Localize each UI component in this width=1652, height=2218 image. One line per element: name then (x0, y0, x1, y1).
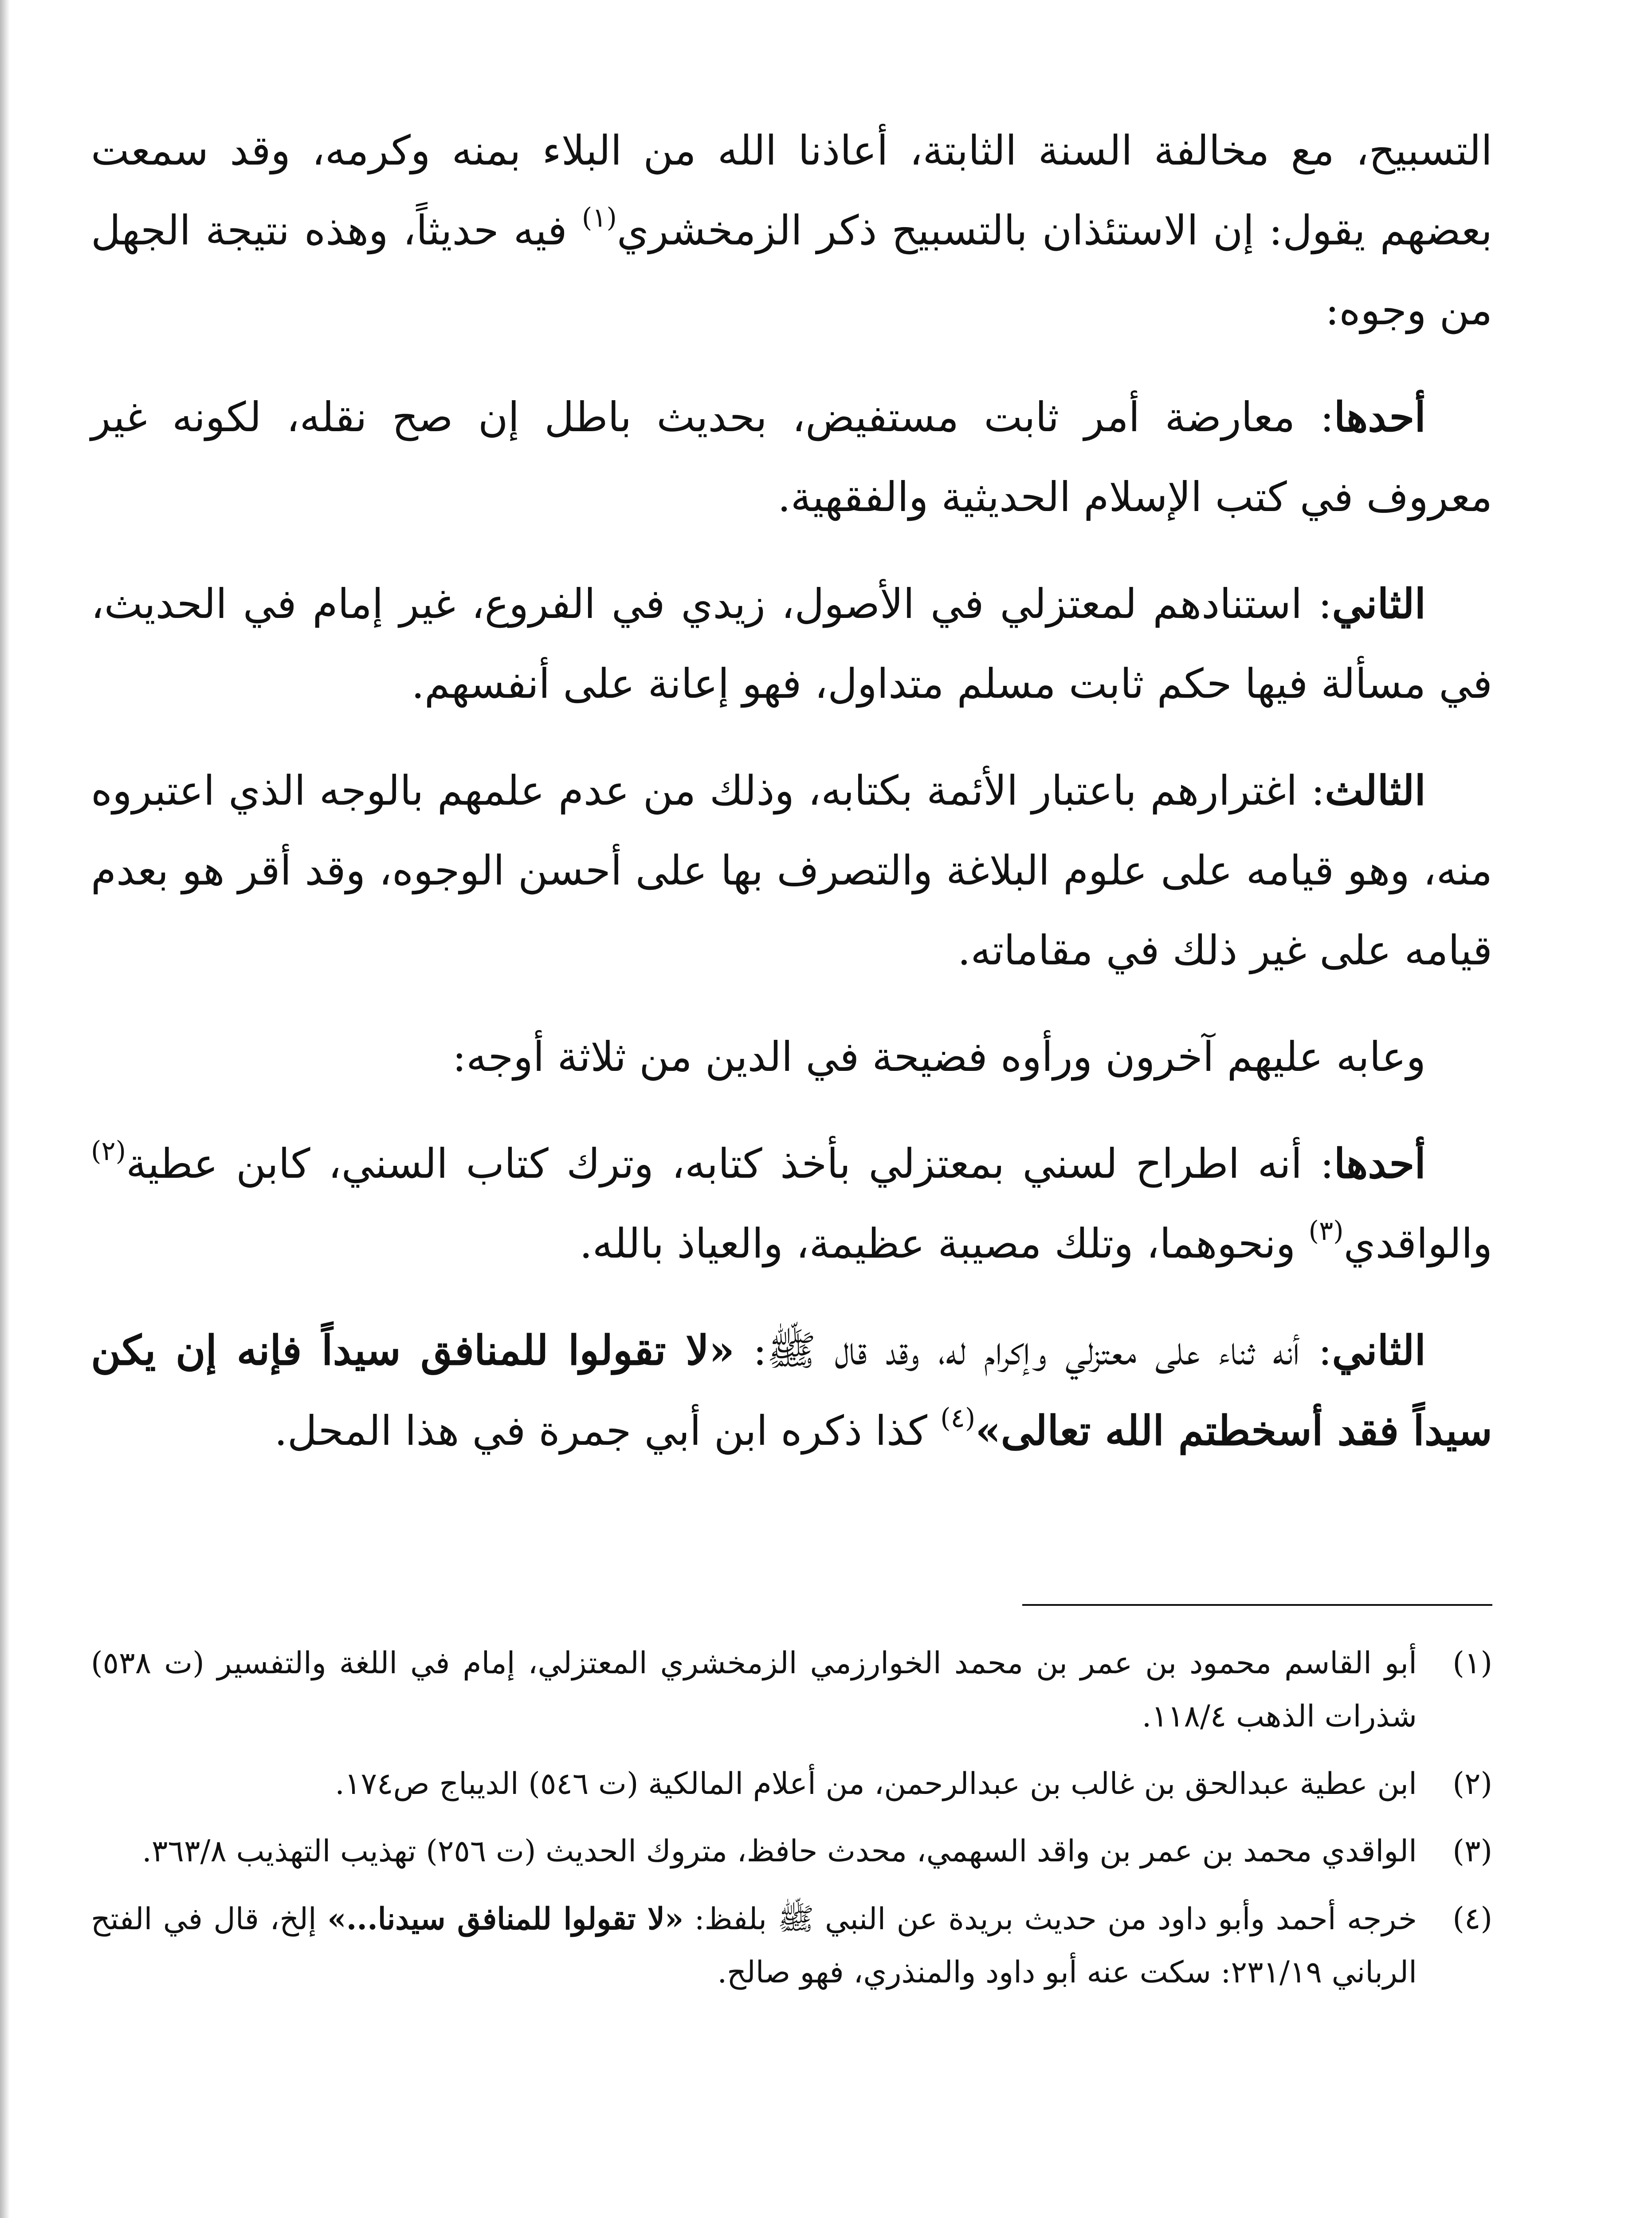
point-heading: أحدها (1334, 1140, 1426, 1188)
point-heading: الثاني (1332, 580, 1426, 628)
footnote-text: الواقدي محمد بن عمر بن واقد السهمي، محدث حافظ، متروك الحديث (ت ٢٥٦) تهذيب التهذيب ٣٦٣/٨. (142, 1834, 1417, 1869)
footnote-number: (١) (1452, 1646, 1492, 1681)
footnote-ref-3[interactable]: (٣) (1308, 1215, 1344, 1247)
footnote-text: أبو القاسم محمود بن عمر بن محمد الخوارزمي الزمخشري المعتزلي، إمام في اللغة والتفسير (ت ٥٣٨) شذرات الذهب ١١٨/٤. (91, 1646, 1417, 1734)
page-binding-edge (0, 0, 10, 2218)
footnote-ref-2[interactable]: (٢) (91, 1136, 126, 1167)
footnote-ref-4[interactable]: (٤) (940, 1403, 976, 1434)
footnote-number: (٣) (1452, 1834, 1492, 1869)
paragraph-point-3: الثالث: اغترارهم باعتبار الأئمة بكتابه، وذلك من عدم علمهم بالوجه الذي اعتبروه منه، وهو قيامه على علوم البلاغة والتصرف بها على أحسن الوجوه، وقد أقر هو بعدم قيامه على غير ذلك في مقاماته. (91, 767, 1492, 974)
hadith-quote: «لا تقولوا للمنافق سيداً فإنه إن يكن سيداً فقد أسخطتم الله تعالى» (91, 1326, 1492, 1455)
footnote-text: خرجه أحمد وأبو داود من حديث بريدة عن النبي ﷺ بلفظ: «لا تقولوا للمنافق سيدنا...» إلخ، قال في الفتح الرباني ٢٣١/١٩: سكت عنه أبو داود والمنذري، فهو صالح. (91, 1901, 1417, 1990)
footnote-ref-1[interactable]: (١) (581, 202, 617, 233)
paragraph-point-1: أحدها: معارضة أمر ثابت مستفيض، بحديث باطل إن صح نقله، لكونه غير معروف في كتب الإسلام الحديثية والفقهية. (91, 393, 1492, 521)
footnote-3 (91, 1825, 1492, 1878)
footnote-text: ابن عطية عبدالحق بن غالب بن عبدالرحمن، من أعلام المالكية (ت ٥٤٦) الديباج ص١٧٤. (335, 1766, 1417, 1801)
footnote-4 (91, 1892, 1492, 1999)
point-heading: الثاني (1332, 1326, 1426, 1374)
footnote-number: (٢) (1452, 1766, 1492, 1801)
paragraph-point-2: الثاني: استنادهم لمعتزلي في الأصول، زيدي في الفروع، غير إمام في الحديث، في مسألة فيها حكم ثابت مسلم متداول، فهو إعانة على أنفسهم. (91, 580, 1492, 708)
footnote-2 (91, 1758, 1492, 1811)
point-heading: الثالث (1325, 767, 1426, 814)
paragraph-objection-2: الثاني: أنه ثناء على معتزلي وإكرام له، وقد قال ﷺ: «لا تقولوا للمنافق سيداً فإنه إن يكن سيداً فقد أسخطتم الله تعالى»$^{(٤)}$ كذا ذكره ابن أبي جمرة في هذا المحل. (91, 1326, 1492, 1455)
paragraph-intro-objections: وعابه عليهم آخرون ورأوه فضيحة في الدين من ثلاثة أوجه: (452, 1033, 1426, 1081)
point-heading: أحدها (1334, 393, 1426, 441)
footnote-1 (91, 1637, 1492, 1743)
footnote-number: (٤) (1452, 1901, 1492, 1936)
paragraph-objection-1: أحدها: أنه اطراح لسني بمعتزلي بأخذ كتابه، وترك كتاب السني، كابن عطية$^{(٢)}$ والواقدي$^{(٣)}$ ونحوهما، وتلك مصيبة عظيمة، والعياذ بالله. (91, 1136, 1492, 1267)
paragraph-1: التسبيح، مع مخالفة السنة الثابتة، أعاذنا الله من البلاء بمنه وكرمه، وقد سمعت بعضهم يقول: إن الاستئذان بالتسبيح ذكر الزمخشري$^{(١)}$ فيه حديثاً، وهذه نتيجة الجهل من وجوه: (91, 127, 1492, 334)
book-page (91, 111, 1492, 2014)
hadith-quote: «لا تقولوا للمنافق سيدنا...» (327, 1901, 684, 1937)
footnote-separator (1022, 1604, 1492, 1606)
